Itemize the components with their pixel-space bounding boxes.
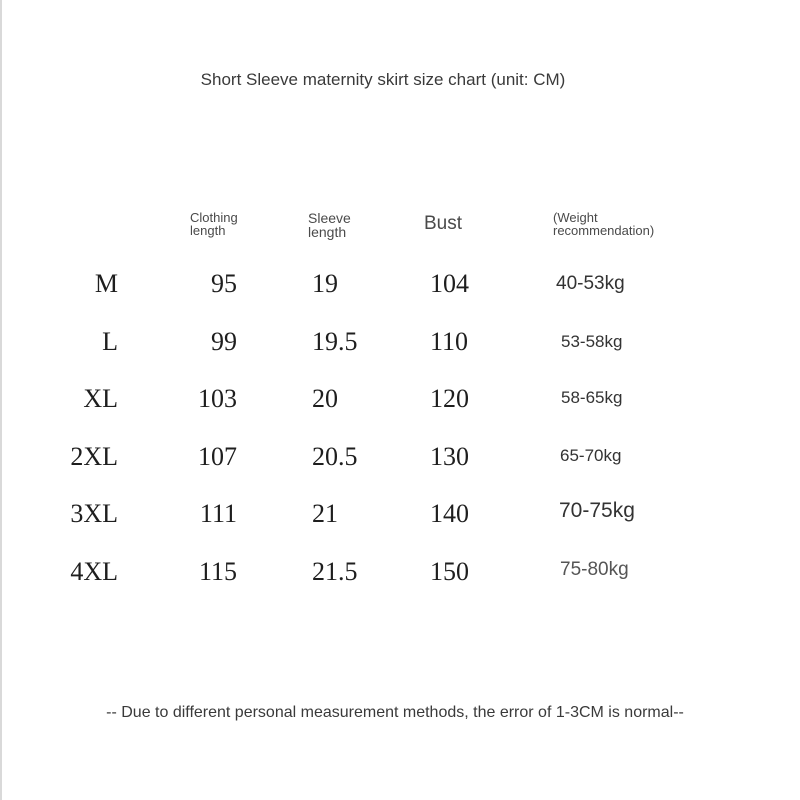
header-weight-line2: recommendation) — [553, 223, 655, 238]
row-2xl-length: 107 — [198, 442, 237, 471]
row-4xl-sleeve: 21.5 — [312, 557, 358, 586]
header-clothing-length-line1: Clothing — [190, 210, 238, 225]
row-4xl-length: 115 — [198, 557, 237, 586]
row-3xl-bust: 140 — [430, 499, 469, 528]
row-xl-bust: 120 — [430, 384, 469, 413]
row-m-sleeve: 19 — [312, 269, 338, 298]
row-l-length: 99 — [211, 327, 237, 356]
header-weight-line1: (Weight — [553, 210, 598, 225]
row-2xl-size: 2XL — [70, 442, 118, 471]
header-sleeve-length-line2: length — [308, 224, 347, 240]
row-3xl-size: 3XL — [70, 499, 118, 528]
row-m-weight: 40-53kg — [556, 273, 625, 294]
row-xl-length: 103 — [198, 384, 237, 413]
row-4xl-bust: 150 — [430, 557, 469, 586]
row-4xl-size: 4XL — [70, 557, 118, 586]
row-xl-size: XL — [83, 384, 118, 413]
row-m-length: 95 — [211, 269, 237, 298]
row-m-bust: 104 — [430, 269, 469, 298]
row-l-size: L — [102, 327, 118, 356]
row-l-bust: 110 — [430, 327, 469, 356]
header-clothing-length — [190, 211, 238, 237]
header-weight — [553, 211, 654, 237]
row-3xl-length: 111 — [199, 499, 237, 528]
row-l-sleeve: 19.5 — [312, 327, 358, 356]
header-bust: Bust — [424, 213, 463, 234]
row-xl-weight: 58-65kg — [561, 388, 623, 407]
left-border — [0, 0, 2, 800]
header-sleeve-length — [308, 211, 351, 239]
header-clothing-length-line2: length — [190, 223, 226, 238]
row-m-size: M — [94, 269, 118, 298]
row-3xl-sleeve: 21 — [312, 499, 338, 528]
row-4xl-weight: 75-80kg — [560, 559, 629, 580]
row-2xl-weight: 65-70kg — [560, 446, 622, 465]
header-sleeve-length-line1: Sleeve — [308, 210, 351, 226]
footer-note: -- Due to different personal measurement methods, the error of 1-3CM is normal-- — [106, 704, 684, 721]
row-2xl-sleeve: 20.5 — [312, 442, 358, 471]
row-3xl-weight: 70-75kg — [559, 499, 635, 522]
row-l-weight: 53-58kg — [561, 332, 623, 351]
row-xl-sleeve: 20 — [312, 384, 338, 413]
chart-title: Short Sleeve maternity skirt size chart (unit: CM) — [200, 70, 566, 89]
row-2xl-bust: 130 — [430, 442, 469, 471]
